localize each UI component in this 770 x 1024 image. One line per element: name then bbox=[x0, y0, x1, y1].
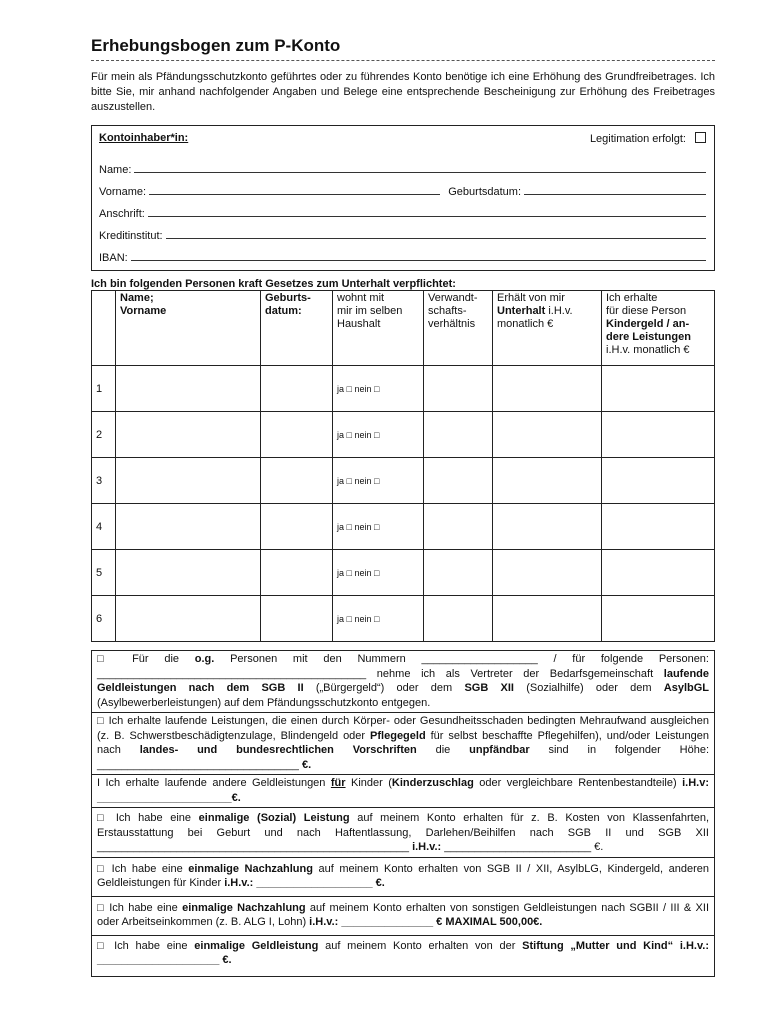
table-row bbox=[92, 412, 715, 458]
name-line bbox=[99, 154, 706, 176]
header-geburtsdatum: Geburts- datum: bbox=[261, 291, 333, 366]
persons-table bbox=[91, 290, 715, 642]
header-kindergeld bbox=[602, 291, 715, 366]
row-verwandt-field[interactable] bbox=[424, 504, 493, 550]
table-row bbox=[92, 458, 715, 504]
legitimation-label: Legitimation erfolgt: bbox=[589, 133, 686, 145]
statement-stiftung[interactable]: □ Ich habe eine einmalige Geldleistung auf meinem Konto erhalten von der Stiftung „Mutter und Kind“ i.H.v.: ____________________ €. bbox=[91, 936, 715, 977]
intro-text: Für mein als Pfändungsschutzkonto geführtes oder zu führendes Konto benötige ich eine Erhöhung des Grundfreibetrages. Ich bitte Sie, mir anhand nachfolgender Angaben und Belege eine entsprechende Bescheinigung zur Erhöhung des Freibetrages auszustellen. bbox=[91, 71, 715, 113]
table-row bbox=[92, 504, 715, 550]
statement-mehraufwand[interactable]: □ Ich erhalte laufende Leistungen, die einen durch Körper- oder Gesundheitsschaden bedingten Mehraufwand ausgleichen (z. B. Schwerstbeschädigtenzulage, Blindengeld oder Pflegegeld für selbst beschaffte Pflegehilfen), und/oder Leistungen nach landes- und bundesrechtlichen Vorschriften die unpfändbar sind in folgender Höhe: _________________________________ €. bbox=[91, 713, 715, 775]
legitimation-checkbox[interactable] bbox=[695, 132, 706, 143]
geburtsdatum-label: Geburtsdatum: bbox=[448, 186, 522, 198]
row-number: 4 bbox=[92, 504, 116, 550]
header-number bbox=[92, 291, 116, 366]
row-unterhalt-field[interactable] bbox=[493, 412, 602, 458]
row-unterhalt-field[interactable] bbox=[493, 366, 602, 412]
row-haushalt-choice[interactable]: ja □ nein □ bbox=[333, 550, 424, 596]
form-page bbox=[91, 36, 715, 977]
statement-nachzahlung-sonstige[interactable]: □ Ich habe eine einmalige Nachzahlung auf meinem Konto erhalten von sonstigen Geldleistungen nach SGBII / III & XII oder Arbeitseinkommen (z. B. ALG I, Lohn) i.H.v.: _______________ € MAXIMAL 500,00€. bbox=[91, 897, 715, 936]
statement-bedarfsgemeinschaft[interactable]: □ Für die o.g. Personen mit den Nummern ___________________ / für folgende Personen: ____________________________________________ nehme ich als Vertreter der Bedarfsgemeinschaft laufende Geldleistungen nach dem SGB II („Bürgergeld“) oder dem SGB XII (Sozialhilfe) oder dem AsylbGL (Asylbewerberleistungen) auf dem Pfändungsschutzkonto entgegen. bbox=[91, 651, 715, 713]
kreditinstitut-label: Kreditinstitut: bbox=[99, 230, 163, 242]
header-haushalt: wohnt mit mir im selben Haushalt bbox=[333, 291, 424, 366]
row-verwandt-field[interactable] bbox=[424, 458, 493, 504]
row-haushalt-choice[interactable]: ja □ nein □ bbox=[333, 504, 424, 550]
title-divider bbox=[91, 60, 715, 61]
row-geburt-field[interactable] bbox=[261, 366, 333, 412]
statement-einmalige-sozialleistung[interactable]: □ Ich habe eine einmalige (Sozial) Leistung auf meinem Konto erhalten für z. B. Kosten von Klassenfahrten, Erstausstattung bei Geburt und nach Haftentlassung, Darlehen/Beihilfen nach SGB II und SGB XII ___________________________________________________ i.H.v.: ________________________ €. bbox=[91, 808, 715, 858]
header-kg-c: i.H.v. monatlich € bbox=[606, 344, 690, 356]
row-unterhalt-field[interactable] bbox=[493, 550, 602, 596]
row-verwandt-field[interactable] bbox=[424, 596, 493, 642]
account-owner-box bbox=[91, 125, 715, 271]
kreditinstitut-field[interactable] bbox=[166, 237, 706, 239]
anschrift-field[interactable] bbox=[148, 215, 706, 217]
row-kindergeld-field[interactable] bbox=[602, 596, 715, 642]
row-unterhalt-field[interactable] bbox=[493, 596, 602, 642]
row-number: 1 bbox=[92, 366, 116, 412]
row-kindergeld-field[interactable] bbox=[602, 366, 715, 412]
header-unterhalt-c: i.H.v. monatlich € bbox=[497, 305, 573, 330]
iban-field[interactable] bbox=[131, 259, 706, 261]
header-name: Name; Vorname bbox=[116, 291, 261, 366]
row-number: 5 bbox=[92, 550, 116, 596]
legitimation-field bbox=[590, 132, 706, 145]
table-row bbox=[92, 366, 715, 412]
row-verwandt-field[interactable] bbox=[424, 550, 493, 596]
anschrift-label: Anschrift: bbox=[99, 208, 145, 220]
vorname-field[interactable] bbox=[149, 193, 440, 195]
anschrift-line bbox=[99, 198, 706, 220]
owner-heading: Kontoinhaber*in: bbox=[99, 132, 189, 144]
header-unterhalt bbox=[493, 291, 602, 366]
vorname-label: Vorname: bbox=[99, 186, 147, 198]
name-field[interactable] bbox=[134, 171, 706, 173]
iban-label: IBAN: bbox=[99, 252, 128, 264]
header-kg-b: Kindergeld / an- dere Leistungen bbox=[606, 318, 691, 343]
header-kg-a: Ich erhalte für diese Person bbox=[606, 292, 687, 317]
row-kindergeld-field[interactable] bbox=[602, 504, 715, 550]
row-haushalt-choice[interactable]: ja □ nein □ bbox=[333, 596, 424, 642]
row-haushalt-choice[interactable]: ja □ nein □ bbox=[333, 412, 424, 458]
page-title: Erhebungsbogen zum P-Konto bbox=[91, 36, 341, 55]
table-row bbox=[92, 596, 715, 642]
persons-table-header bbox=[92, 291, 715, 366]
row-number: 2 bbox=[92, 412, 116, 458]
row-haushalt-choice[interactable]: ja □ nein □ bbox=[333, 458, 424, 504]
row-kindergeld-field[interactable] bbox=[602, 412, 715, 458]
row-name-field[interactable] bbox=[116, 596, 261, 642]
row-name-field[interactable] bbox=[116, 412, 261, 458]
row-kindergeld-field[interactable] bbox=[602, 550, 715, 596]
header-unterhalt-a: Erhält von mir bbox=[497, 292, 565, 304]
row-geburt-field[interactable] bbox=[261, 458, 333, 504]
vorname-line bbox=[99, 176, 706, 198]
persons-section-title: Ich bin folgenden Personen kraft Gesetzes zum Unterhalt verpflichtet: bbox=[91, 278, 456, 290]
iban-line bbox=[99, 242, 706, 264]
row-name-field[interactable] bbox=[116, 366, 261, 412]
name-label: Name: bbox=[99, 164, 132, 176]
statement-kinderleistungen[interactable]: I Ich erhalte laufende andere Geldleistungen für Kinder (Kinderzuschlag oder vergleichbare Rentenbestandteile) i.H.v: ______________________€. bbox=[91, 775, 715, 808]
row-verwandt-field[interactable] bbox=[424, 366, 493, 412]
row-haushalt-choice[interactable]: ja □ nein □ bbox=[333, 366, 424, 412]
row-verwandt-field[interactable] bbox=[424, 412, 493, 458]
row-name-field[interactable] bbox=[116, 550, 261, 596]
row-geburt-field[interactable] bbox=[261, 504, 333, 550]
statement-nachzahlung-sozial[interactable]: □ Ich habe eine einmalige Nachzahlung auf meinem Konto erhalten von SGB II / XII, AsylbLG, Kindergeld, anderen Geldleistungen für Kinder i.H.v.: ___________________ €. bbox=[91, 858, 715, 897]
row-kindergeld-field[interactable] bbox=[602, 458, 715, 504]
row-name-field[interactable] bbox=[116, 504, 261, 550]
row-geburt-field[interactable] bbox=[261, 550, 333, 596]
table-row bbox=[92, 550, 715, 596]
row-name-field[interactable] bbox=[116, 458, 261, 504]
row-unterhalt-field[interactable] bbox=[493, 458, 602, 504]
header-verwandtschaft: Verwandt- schafts- verhältnis bbox=[424, 291, 493, 366]
row-number: 6 bbox=[92, 596, 116, 642]
statements-block bbox=[91, 650, 715, 977]
row-unterhalt-field[interactable] bbox=[493, 504, 602, 550]
geburtsdatum-field[interactable] bbox=[524, 193, 706, 195]
kreditinstitut-line bbox=[99, 220, 706, 242]
row-number: 3 bbox=[92, 458, 116, 504]
row-geburt-field[interactable] bbox=[261, 596, 333, 642]
row-geburt-field[interactable] bbox=[261, 412, 333, 458]
header-unterhalt-b: Unterhalt bbox=[497, 305, 546, 317]
